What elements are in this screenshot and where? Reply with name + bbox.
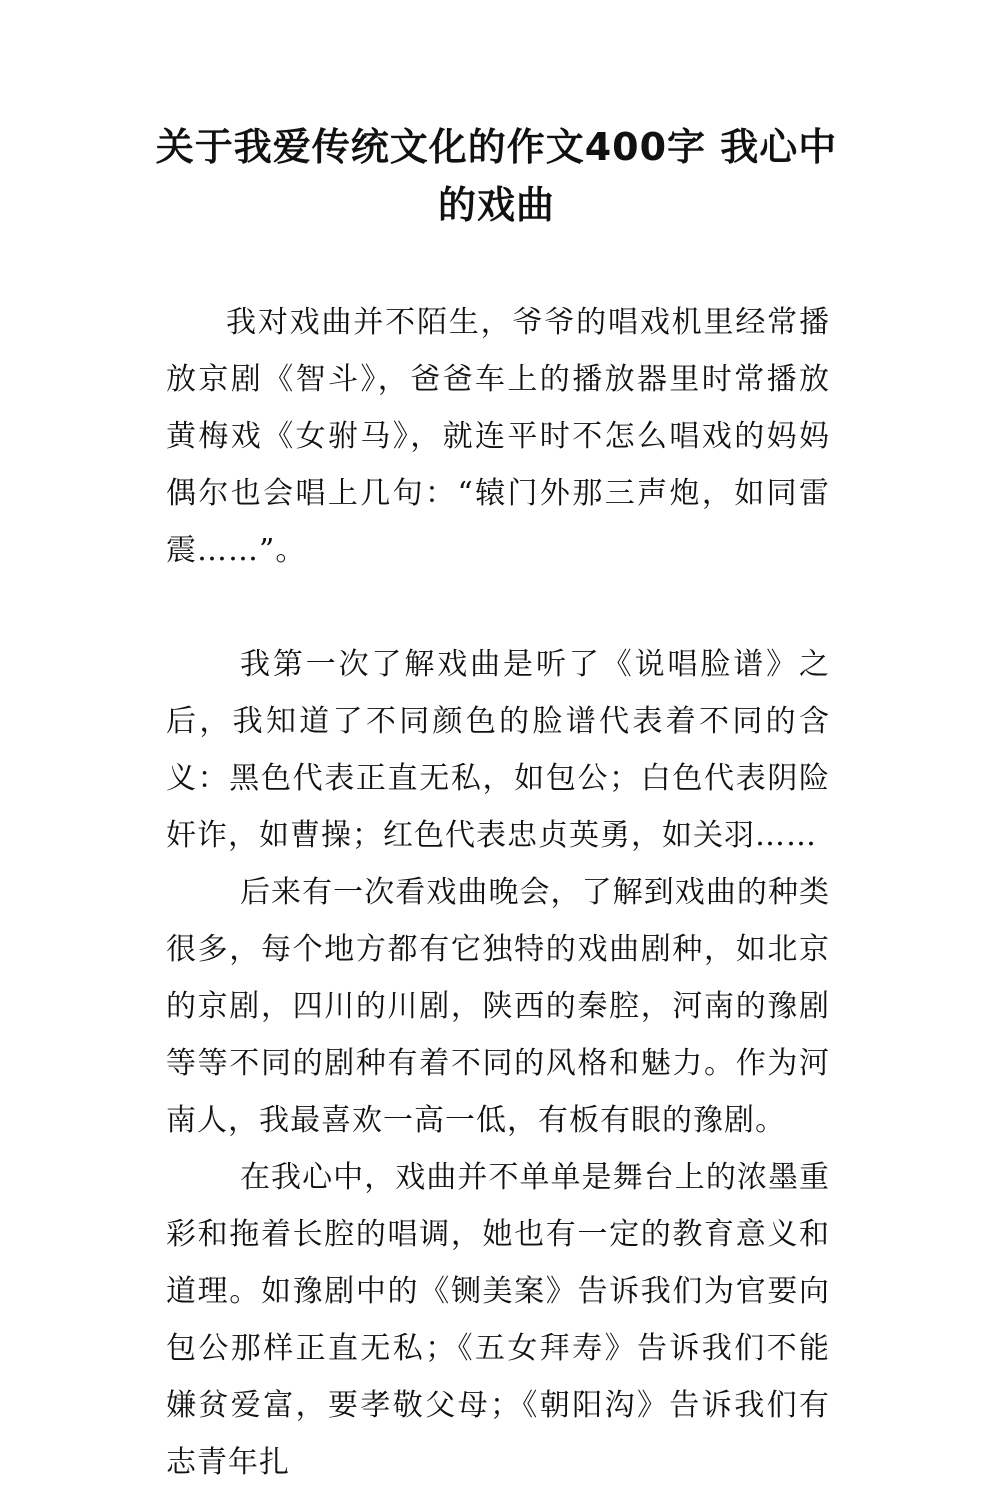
paragraph-2: 我第一次了解戏曲是听了《说唱脸谱》之后，我知道了不同颜色的脸谱代表着不同的含义：黑色代表正直无私，如包公；白色代表阴险奸诈，如曹操；红色代表忠贞英勇，如关羽…… — [166, 647, 830, 853]
paragraph-1: 我对戏曲并不陌生，爷爷的唱戏机里经常播放京剧《智斗》，爸爸车上的播放器里时常播放黄梅戏《女驸马》，就连平时不怎么唱戏的妈妈偶尔也会唱上几句：“辕门外那三声炮，如同雷震……”。 — [166, 305, 830, 568]
paragraph-4: 在我心中，戏曲并不单单是舞台上的浓墨重彩和拖着长腔的唱调，她也有一定的教育意义和道理。如豫剧中的《铡美案》告诉我们为官要向包公那样正直无私；《五女拜寿》告诉我们不能嫌贫爱富，要孝敬父母；《朝阳沟》告诉我们有志青年扎 — [166, 1160, 830, 1480]
document-body — [166, 294, 830, 1491]
document-title: 关于我爱传统文化的作文400字 我心中的戏曲 — [155, 125, 838, 227]
paragraph-3: 后来有一次看戏曲晚会，了解到戏曲的种类很多，每个地方都有它独特的戏曲剧种，如北京的京剧，四川的川剧，陕西的秦腔，河南的豫剧等等不同的剧种有着不同的风格和魅力。作为河南人，我最喜欢一高一低，有板有眼的豫剧。 — [166, 875, 830, 1138]
paragraph-spacer — [166, 579, 830, 636]
